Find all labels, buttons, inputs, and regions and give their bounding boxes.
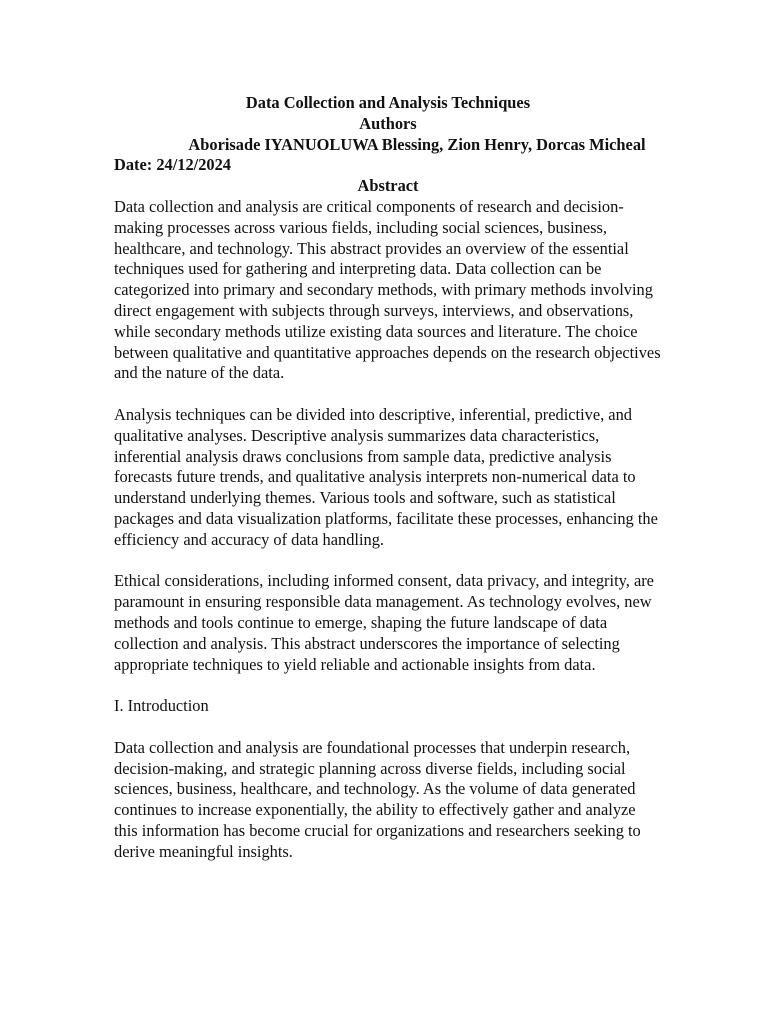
authors-label: Authors — [359, 113, 417, 133]
introduction-heading: I. Introduction — [114, 696, 209, 716]
abstract-paragraph-2: Analysis techniques can be divided into descriptive, inferential, predictive, and qualitative analyses. Descriptive analysis summarizes data characteristics, inferential analysis draws conclusions from sample data, predictive analysis forecasts future trends, and qualitative analysis interprets non-numerical data to understand underlying themes. Various tools and software, such as statistical packages and data visualization platforms, facilitate these processes, enhancing the efficiency and accuracy of data handling. — [114, 404, 658, 549]
introduction-paragraph: Data collection and analysis are foundational processes that underpin research, decision-making, and strategic planning across diverse fields, including social sciences, business, healthcare, and technology. As the volume of data generated continues to increase exponentially, the ability to effectively gather and analyze this information has become crucial for organizations and researchers seeking to derive meaningful insights. — [114, 737, 641, 861]
abstract-heading: Abstract — [357, 176, 419, 196]
abstract-paragraph-3: Ethical considerations, including informed consent, data privacy, and integrity, are paramount in ensuring responsible data management. As technology evolves, new methods and tools continue to emerge, shaping the future landscape of data collection and analysis. This abstract underscores the importance of selecting appropriate techniques to yield reliable and actionable insights from data. — [114, 571, 654, 674]
paper-date: Date: 24/12/2024 — [114, 155, 231, 175]
abstract-paragraph-1: Data collection and analysis are critical components of research and decision-making processes across various fields, including social sciences, business, healthcare, and technology. This abstract provides an overview of the essential techniques used for gathering and interpreting data. Data collection can be categorized into primary and secondary methods, with primary methods involving direct engagement with subjects through surveys, interviews, and observations, while secondary methods utilize existing data sources and literature. The choice between qualitative and quantitative approaches depends on the research objectives and the nature of the data. — [114, 196, 661, 383]
author-list: Aborisade IYANUOLUWA Blessing, Zion Henry, Dorcas Micheal — [188, 134, 646, 154]
paper-title: Data Collection and Analysis Techniques — [245, 93, 531, 112]
document-page — [114, 93, 662, 862]
